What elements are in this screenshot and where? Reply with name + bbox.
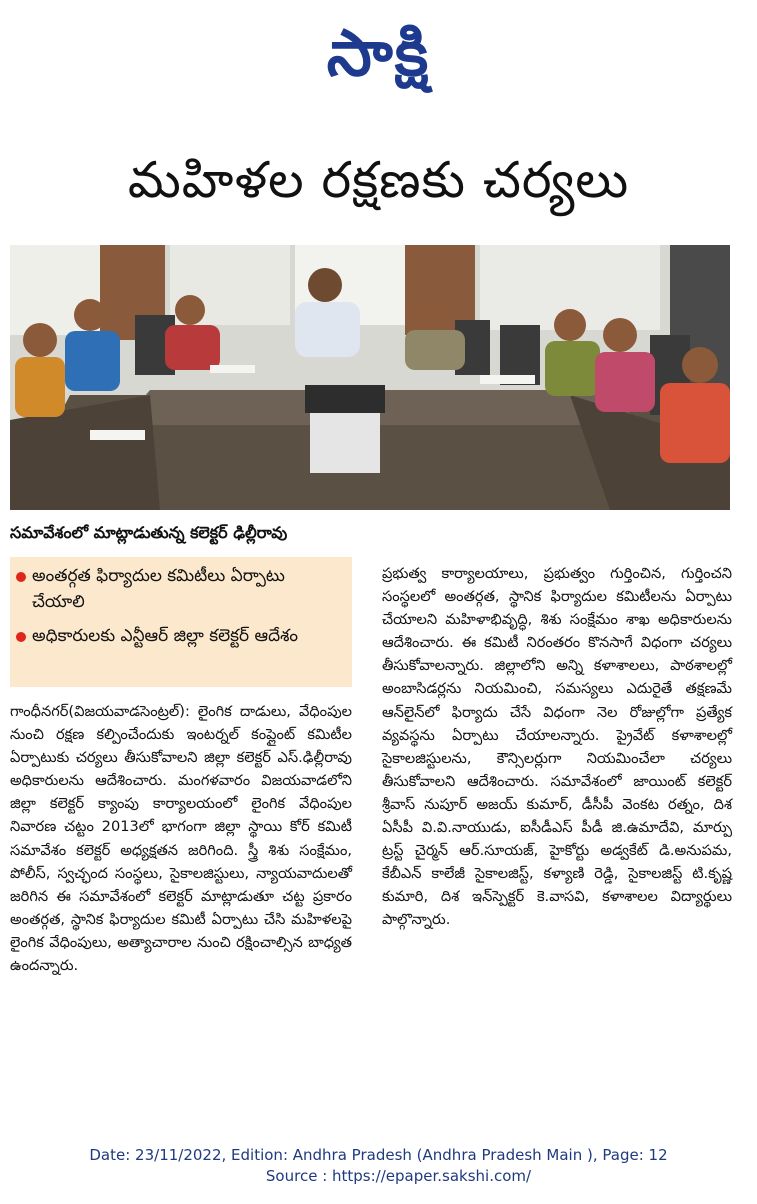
highlights-box: [10, 557, 352, 687]
article-right-column: ప్రభుత్వ కార్యాలయాలు, ప్రభుత్వం గుర్తించిన, గుర్తించని సంస్థలలో అంతర్గత, స్థానిక ఫిర్యాదుల కమిటీలను ఏర్పాటు చేయాలని మహిళాభివృద్ధి, శిశు సంక్షేమం శాఖ అధికారులను ఆదేశించారు. ఈ కమిటీ నిరంతరం కొనసాగే విధంగా చర్యలు తీసుకోవాలన్నారు. జిల్లాలోని అన్ని కళాశాలలు, పాఠశాలల్లో అంబాసిడర్లను నియమించి, సమస్యలు ఎదురైతే తక్షణమే ఆన్‌లైన్‌లో ఫిర్యాదు చేసే విధంగా నెల రోజుల్లోగా ప్రత్యేక వ్యవస్థను ఏర్పాటు చేయాలన్నారు. ప్రైవేట్ కళాశాలల్లో సైకాలజిస్టులను, కౌన్సిలర్లుగా నియమించేలా చర్యలు తీసుకోవాలని ఆదేశించారు. సమావేశంలో జాయింట్ కలెక్టర్ శ్రీవాస్ నుపూర్ అజయ్ కుమార్, డీసీపీ వెంకట రత్నం, దిశ ఏసీపీ వి.వి.నాయుడు, ఐసీడీఎస్ పీడీ జి.ఉమాదేవి, మార్పు ట్రస్ట్ చైర్మన్ ఆర్.సూయజ్, హైకోర్టు అడ్వకేట్ డి.అనుపమ, కేబీఎన్ కాలేజీ సైకాలజిస్ట్, కళ్యాణి రెడ్డి, సైకాలజిస్ట్ టి.కృష్ణ కుమారి, దిశ ఇన్‌స్పెక్టర్ కె.వాసవి, కళాశాలల విద్యార్థులు పాల్గొన్నారు.: [382, 565, 732, 929]
photo-caption: సమావేశంలో మాట్లాడుతున్న కలెక్టర్ ఢిల్లీరావు: [10, 523, 288, 542]
footer-source-line: Source : https://epaper.sakshi.com/: [265, 1167, 532, 1185]
highlight-text: అంతర్గత ఫిర్యాదుల కమిటీలు ఏర్పాటు చేయాలి: [32, 566, 285, 612]
epaper-footer: [0, 1145, 757, 1187]
article-left-column: గాంధీనగర్(విజయవాడసెంట్రల్): లైంగిక దాడులు, వేధింపుల నుంచి రక్షణ కల్పించేందుకు ఇంటర్నల్ కంప్లైంట్ కమిటీల ఏర్పాటుకు చర్యలు తీసుకోవాలని జిల్లా కలెక్టర్ ఎస్.ఢిల్లీరావు అధికారులను ఆదేశించారు. మంగళవారం విజయవాడలోని జిల్లా కలెక్టర్ క్యాంపు కార్యాలయంలో లైంగిక వేధింపుల నివారణ చట్టం 2013లో భాగంగా జిల్లా స్థాయి కోర్ కమిటీ సమావేశం కలెక్టర్ అధ్యక్షతన జరిగింది. స్త్రీ శిశు సంక్షేమం, పోలీస్, స్వచ్ఛంద సంస్థలు, సైకాలజిస్టులు, న్యాయవాదులతో జరిగిన ఈ సమావేశంలో కలెక్టర్ మాట్లాడుతూ చట్ట ప్రకారం అంతర్గత, స్థానిక ఫిర్యాదుల కమిటీ ఏర్పాటు చేసి మహిళలపై లైంగిక వేధింపులు, అత్యాచారాల నుంచి రక్షించాల్సిన బాధ్యత ఉందన్నారు.: [10, 703, 352, 975]
headline: మహిళల రక్షణకు చర్యలు: [127, 151, 630, 209]
masthead: [0, 8, 757, 100]
meeting-photo-illustration: [10, 245, 730, 510]
highlight-item: [32, 623, 322, 649]
bullet-icon: [16, 632, 26, 642]
bullet-icon: [16, 572, 26, 582]
meeting-photo: [10, 245, 730, 510]
footer-date-line: Date: 23/11/2022, Edition: Andhra Pradesh (Andhra Pradesh Main ), Page: 12: [89, 1146, 668, 1164]
sakshi-logo: సాక్షి: [326, 17, 431, 91]
highlight-item: [32, 563, 322, 615]
highlight-text: అధికారులకు ఎన్టీఆర్ జిల్లా కలెక్టర్ ఆదేశం: [32, 626, 299, 646]
